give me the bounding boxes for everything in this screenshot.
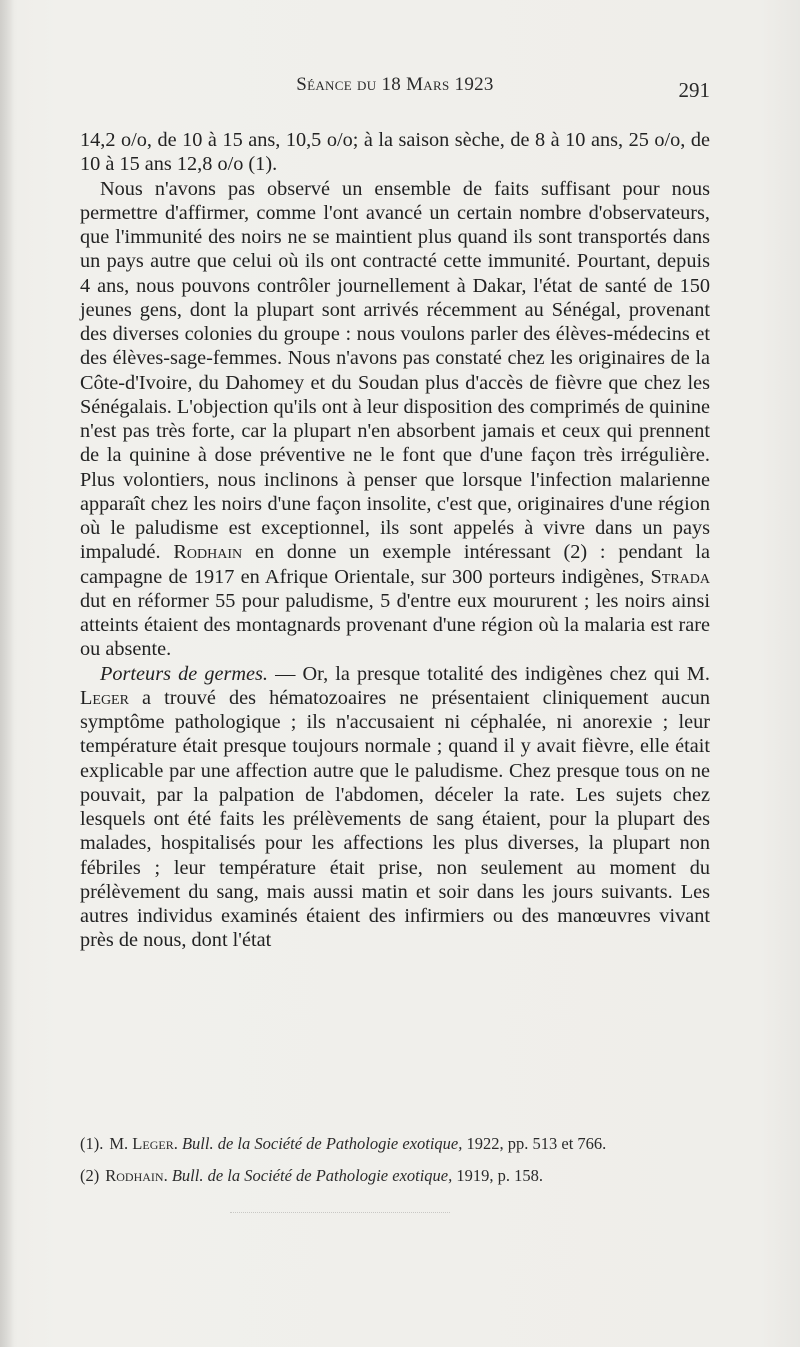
author-name: Strada [650,565,710,588]
body-text [80,128,710,953]
paragraph-continuation [80,128,710,177]
footnote-author: Rodhain. [105,1166,168,1185]
page-number: 291 [678,78,710,102]
paragraph-text: dut en réformer 55 pour paludisme, 5 d'entre eux moururent ; les noirs ainsi atteints étaient des montagnards provenant d'une région où la malaria est rare ou absente. [80,589,710,661]
footnote-author: Leger. [132,1134,178,1153]
paragraph-text: a trouvé des hématozoaires ne présentaient cliniquement aucun symptôme pathologique ; ils n'accusaient ni céphalée, ni anorexie ; leur température était presque toujours normale ; quand il y avait fièvre, elle était explicable par une affection autre que le paludisme. Chez presque tous on ne pouvait, par la palpation de l'abdomen, déceler la rate. Les sujets chez lesquels ont été faits les prélèvements de sang étaient, pour la plupart des malades, hospitalisés pour les affections les plus diverses, la plupart non fébriles ; leur température était prise, non seulement au moment du prélèvement du sang, mais aussi matin et soir dans les jours suivants. Les autres individus examinés étaient des infirmiers ou des manœuvres vivant près de nous, dont l'état [80,686,710,952]
page-edge-shadow [0,0,14,1347]
bleed-through-dots [230,1212,450,1215]
paragraph-germ-carriers [80,662,710,953]
footnote-text: 1919, p. 158. [456,1166,544,1185]
paragraph-text: 14,2 o/o, de 10 à 15 ans, 10,5 o/o; à la saison sèche, de 8 à 10 ans, 25 o/o, de 10 à 15 ans 12,8 o/o (1). [80,129,710,176]
footnote-1 [80,1134,710,1154]
paragraph-text: — Or, la presque totalité des indigènes chez qui M. [275,662,710,685]
page-header [80,74,710,104]
section-heading: Porteurs de germes. [100,662,268,685]
author-name: Leger [80,686,129,709]
footnote-journal: Bull. de la Société de Pathologie exotique, [171,1166,453,1185]
author-name: Rodhain [173,541,243,564]
footnote-number: (2) [80,1166,100,1185]
footnote-number: (1). [80,1134,104,1153]
paragraph-text: Nous n'avons pas observé un ensemble de faits suffisant pour nous permettre d'affirmer, comme l'ont avancé un certain nombre d'observateurs, que l'immunité des noirs ne se maintient plus quand ils sont transportés dans un pays autre que celui où ils ont contracté cette immunité. Pourtant, depuis 4 ans, nous pouvons contrôler journellement à Dakar, l'état de santé de 150 jeunes gens, dont la plupart sont arrivés récemment au Sénégal, provenant des diverses colonies du groupe : nous voulons parler des élèves-médecins et des élèves-sage-femmes. Nous n'avons pas constaté chez les originaires de la Côte-d'Ivoire, du Dahomey et du Soudan plus d'accès de fièvre que chez les Sénégalais. L'objection qu'ils ont à leur disposition des comprimés de quinine n'est pas très forte, car la plupart n'en absorbent jamais et ceux qui prennent de la quinine à dose préventive ne le font que d'une façon très irrégulière. Plus volontiers, nous inclinons à penser que lorsque l'infection malarienne apparaît chez les noirs d'une façon insolite, c'est que, originaires d'une région où le paludisme est exceptionnel, ils sont appelés à vivre dans un pays impaludé. [80,177,710,564]
footnote-2 [80,1166,710,1186]
footnotes [80,1134,710,1198]
footnote-text: M. [109,1134,129,1153]
running-title: Séance du 18 Mars 1923 [296,74,494,95]
footnote-journal: Bull. de la Société de Pathologie exotique, [181,1134,463,1153]
paragraph-text: en donne un exemple intéressant (2) : pendant la campagne de 1917 en Afrique Orientale, sur 300 porteurs indigènes, [80,541,711,588]
paragraph-immunity [80,177,710,662]
footnote-text: 1922, pp. 513 et 766. [466,1134,607,1153]
